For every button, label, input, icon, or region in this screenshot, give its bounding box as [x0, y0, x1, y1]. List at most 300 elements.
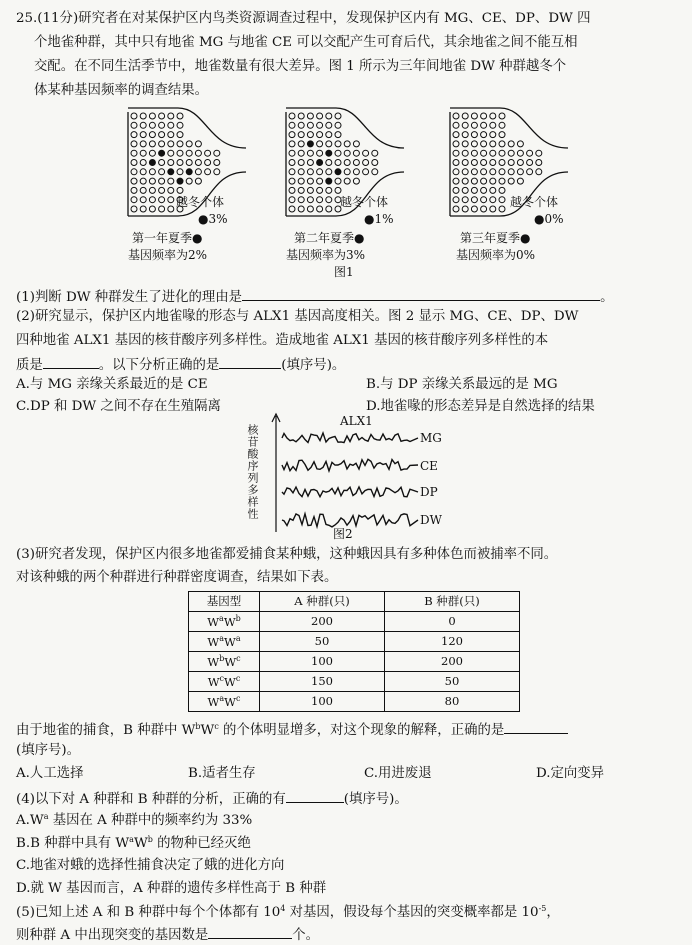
hollow-dot — [471, 197, 477, 203]
hollow-dot — [527, 160, 533, 166]
fig1-panel1-freq: 基因频率为2% — [128, 248, 208, 262]
hollow-dot — [307, 150, 313, 156]
fig1-panel2-winter-label: 越冬个体 — [340, 195, 389, 209]
hollow-dot — [335, 160, 341, 166]
fig2-series-ce: CE — [420, 459, 438, 473]
hollow-dot — [317, 113, 323, 119]
hollow-dot — [453, 169, 459, 175]
hollow-dot — [195, 169, 201, 175]
hollow-dot — [499, 197, 505, 203]
filled-dot — [186, 169, 192, 175]
hollow-dot — [159, 122, 165, 128]
question-stem-line-1: 25.(11分)研究者在对某保护区内鸟类资源调查过程中，发现保护区内有 MG、CE、DP、DW 四 — [16, 11, 591, 26]
hollow-dot — [335, 187, 341, 193]
hollow-dot — [205, 169, 211, 175]
hollow-dot — [149, 141, 155, 147]
part-1-text: (1)判断 DW 种群发生了进化的理由是 — [16, 290, 243, 305]
hollow-dot — [298, 178, 304, 184]
hollow-dot — [298, 113, 304, 119]
hollow-dot — [131, 150, 137, 156]
table-row — [189, 612, 520, 632]
hollow-dot — [353, 178, 359, 184]
hollow-dot — [353, 169, 359, 175]
hollow-dot — [186, 160, 192, 166]
part-3-line-3: 由于地雀的捕食，B 种群中 $W^bW^c$ 的个体明显增多，对这个现象的解释，正确的是 — [16, 721, 568, 737]
question-stem-line-2: 个地雀种群，其中只有地雀 MG 与地雀 CE 可以交配产生可育后代，其余地雀之间不能互相 — [34, 35, 578, 50]
hollow-dot — [462, 187, 468, 193]
hollow-dot — [490, 160, 496, 166]
hollow-dot — [499, 150, 505, 156]
table-cell-b: 200 — [385, 652, 520, 672]
hollow-dot — [140, 150, 146, 156]
hollow-dot — [372, 150, 378, 156]
moth-population-table — [188, 591, 520, 712]
hollow-dot — [499, 206, 505, 212]
line-mg — [282, 433, 418, 443]
hollow-dot — [289, 150, 295, 156]
hollow-dot — [131, 132, 137, 138]
table-header-genotype: 基因型 — [189, 592, 260, 612]
part-2-line-1: (2)研究显示，保护区内地雀喙的形态与 ALX1 基因高度相关。图 2 显示 MG、CE、DP、DW — [16, 309, 579, 324]
fig1-caption: 图1 — [334, 265, 354, 279]
table-cell-b: 0 — [385, 612, 520, 632]
hollow-dot — [177, 132, 183, 138]
hollow-dot — [131, 122, 137, 128]
hollow-dot — [453, 178, 459, 184]
hollow-dot — [499, 122, 505, 128]
hollow-dot — [140, 122, 146, 128]
hollow-dot — [335, 178, 341, 184]
part-3-line-1: (3)研究者发现，保护区内很多地雀都爱捕食某种蛾，这种蛾因具有多种体色而被捕率不同。 — [16, 547, 558, 562]
table-header-row — [189, 592, 520, 612]
hollow-dot — [149, 113, 155, 119]
hollow-dot — [140, 206, 146, 212]
part-5-line-1: (5)已知上述 A 和 B 种群中每个个体都有 $10^4$ 对基因，假设每个基因的突变概率都是 $10^{-5}$， — [16, 904, 560, 920]
part-2-option-b: B.与 DP 亲缘关系最远的是 MG — [366, 377, 558, 392]
hollow-dot — [326, 141, 332, 147]
part-4-answer-blank[interactable] — [286, 790, 344, 803]
hollow-dot — [168, 187, 174, 193]
part-4-option-c: C.地雀对蛾的选择性捕食决定了蛾的进化方向 — [16, 858, 285, 873]
hollow-dot — [536, 169, 542, 175]
hollow-dot — [307, 178, 313, 184]
hollow-dot — [131, 169, 137, 175]
line-dw — [282, 514, 418, 527]
hollow-dot — [471, 122, 477, 128]
hollow-dot — [159, 141, 165, 147]
hollow-dot — [527, 169, 533, 175]
hollow-dot — [186, 141, 192, 147]
line-dp — [282, 487, 418, 497]
part-4-head: (4)以下对 A 种群和 B 种群的分析，正确的有 (填序号)。 — [16, 792, 408, 807]
fig2-caption: 图2 — [333, 527, 353, 541]
hollow-dot — [453, 197, 459, 203]
table-cell-genotype: $W^aW^b$ — [189, 612, 260, 632]
hollow-dot — [453, 132, 459, 138]
fig1-panel3-winter-pct: ●0% — [534, 212, 564, 226]
hollow-dot — [298, 197, 304, 203]
hollow-dot — [344, 169, 350, 175]
hollow-dot — [317, 141, 323, 147]
hollow-dot — [298, 150, 304, 156]
question-stem-line-3: 交配。在不同生活季节中，地雀数量有很大差异。图 1 所示为三年间地雀 DW 种群越冬个 — [34, 59, 567, 74]
hollow-dot — [462, 141, 468, 147]
fig1-panel3-winter-label: 越冬个体 — [510, 195, 559, 209]
hollow-dot — [453, 150, 459, 156]
hollow-dot — [149, 206, 155, 212]
part-3-line-4: (填序号)。 — [16, 743, 81, 758]
hollow-dot — [214, 150, 220, 156]
table-cell-a: 100 — [260, 692, 385, 712]
hollow-dot — [335, 141, 341, 147]
hollow-dot — [298, 141, 304, 147]
part-1-answer-blank[interactable] — [242, 288, 600, 301]
hollow-dot — [168, 113, 174, 119]
hollow-dot — [177, 150, 183, 156]
hollow-dot — [481, 187, 487, 193]
filled-dot — [326, 178, 332, 184]
hollow-dot — [326, 187, 332, 193]
part-3-answer-blank[interactable] — [504, 721, 568, 734]
hollow-dot — [159, 113, 165, 119]
table-cell-genotype: $W^aW^a$ — [189, 632, 260, 652]
hollow-dot — [462, 150, 468, 156]
fig2-series-dp: DP — [420, 485, 438, 499]
hollow-dot — [177, 141, 183, 147]
hollow-dot — [131, 160, 137, 166]
hollow-dot — [536, 160, 542, 166]
hollow-dot — [335, 132, 341, 138]
hollow-dot — [326, 197, 332, 203]
hollow-dot — [140, 197, 146, 203]
hollow-dot — [307, 160, 313, 166]
hollow-dot — [177, 122, 183, 128]
table-cell-a: 100 — [260, 652, 385, 672]
hollow-dot — [471, 187, 477, 193]
fig1-panel3-season: 第三年夏季● — [460, 231, 531, 245]
filled-dot — [326, 150, 332, 156]
filled-dot — [168, 169, 174, 175]
hollow-dot — [490, 169, 496, 175]
hollow-dot — [168, 206, 174, 212]
table-cell-genotype: $W^aW^c$ — [189, 692, 260, 712]
hollow-dot — [131, 206, 137, 212]
hollow-dot — [298, 169, 304, 175]
hollow-dot — [353, 150, 359, 156]
hollow-dot — [159, 197, 165, 203]
hollow-dot — [317, 197, 323, 203]
hollow-dot — [195, 150, 201, 156]
hollow-dot — [471, 178, 477, 184]
hollow-dot — [289, 187, 295, 193]
hollow-dot — [517, 169, 523, 175]
part-2-option-d: D.地雀喙的形态差异是自然选择的结果 — [366, 399, 595, 414]
hollow-dot — [140, 187, 146, 193]
table-row — [189, 672, 520, 692]
hollow-dot — [168, 178, 174, 184]
hollow-dot — [149, 178, 155, 184]
hollow-dot — [499, 178, 505, 184]
hollow-dot — [490, 187, 496, 193]
filled-dot — [159, 150, 165, 156]
fig1-panel3-freq: 基因频率为0% — [456, 248, 536, 262]
hollow-dot — [471, 141, 477, 147]
part-3-option-a: A.人工选择 — [16, 766, 84, 781]
hollow-dot — [307, 122, 313, 128]
y-axis-arrow — [272, 414, 280, 532]
hollow-dot — [289, 113, 295, 119]
hollow-dot — [214, 169, 220, 175]
hollow-dot — [298, 206, 304, 212]
hollow-dot — [159, 206, 165, 212]
hollow-dot — [149, 132, 155, 138]
fig1-panel2-season: 第二年夏季● — [294, 231, 365, 245]
table-cell-genotype: $W^cW^c$ — [189, 672, 260, 692]
hollow-dot — [462, 113, 468, 119]
hollow-dot — [499, 160, 505, 166]
line-ce — [282, 459, 418, 471]
hollow-dot — [317, 150, 323, 156]
table-cell-a: 50 — [260, 632, 385, 652]
filled-dot — [307, 141, 313, 147]
hollow-dot — [453, 113, 459, 119]
hollow-dot — [499, 169, 505, 175]
hollow-dot — [481, 160, 487, 166]
hollow-dot — [344, 160, 350, 166]
hollow-dot — [298, 122, 304, 128]
part-4-option-b: B.B 种群中具有 $W^aW^b$ 的物种已经灭绝 — [16, 835, 251, 851]
hollow-dot — [471, 132, 477, 138]
part-2-line-3a: 质是 — [16, 358, 43, 373]
hollow-dot — [481, 197, 487, 203]
hollow-dot — [214, 160, 220, 166]
hollow-dot — [335, 150, 341, 156]
part-2-blank-2[interactable] — [219, 356, 281, 369]
hollow-dot — [149, 187, 155, 193]
table-row — [189, 652, 520, 672]
part-2-option-a: A.与 MG 亲缘关系最近的是 CE — [16, 377, 208, 392]
part-1-end: 。 — [600, 290, 614, 305]
table-row — [189, 632, 520, 652]
hollow-dot — [168, 132, 174, 138]
hollow-dot — [298, 187, 304, 193]
hollow-dot — [499, 113, 505, 119]
hollow-dot — [159, 187, 165, 193]
hollow-dot — [490, 132, 496, 138]
hollow-dot — [481, 113, 487, 119]
hollow-dot — [140, 141, 146, 147]
hollow-dot — [508, 169, 514, 175]
hollow-dot — [326, 206, 332, 212]
hollow-dot — [453, 141, 459, 147]
hollow-dot — [517, 141, 523, 147]
part-2-line-3b: 。以下分析正确的是 — [98, 358, 220, 373]
filled-dot — [317, 160, 323, 166]
hollow-dot — [159, 178, 165, 184]
hollow-dot — [195, 160, 201, 166]
table-row — [189, 692, 520, 712]
hollow-dot — [159, 169, 165, 175]
part-4-option-d: D.就 W 基因而言，A 种群的遗传多样性高于 B 种群 — [16, 881, 327, 896]
hollow-dot — [289, 197, 295, 203]
hollow-dot — [307, 169, 313, 175]
hollow-dot — [186, 178, 192, 184]
hollow-dot — [490, 178, 496, 184]
hollow-dot — [289, 169, 295, 175]
hollow-dot — [317, 206, 323, 212]
hollow-dot — [168, 141, 174, 147]
hollow-dot — [335, 122, 341, 128]
fig1-panel2-freq: 基因频率为3% — [286, 248, 366, 262]
hollow-dot — [453, 187, 459, 193]
hollow-dot — [140, 178, 146, 184]
hollow-dot — [344, 178, 350, 184]
hollow-dot — [326, 113, 332, 119]
hollow-dot — [481, 178, 487, 184]
hollow-dot — [508, 160, 514, 166]
fig2-title: ALX1 — [340, 414, 373, 428]
hollow-dot — [326, 160, 332, 166]
hollow-dot — [490, 150, 496, 156]
fig2-series-dw: DW — [420, 513, 442, 527]
hollow-dot — [353, 141, 359, 147]
hollow-dot — [481, 169, 487, 175]
hollow-dot — [326, 169, 332, 175]
hollow-dot — [490, 122, 496, 128]
fig1-panel1-winter-pct: ●3% — [198, 212, 228, 226]
hollow-dot — [149, 197, 155, 203]
hollow-dot — [499, 132, 505, 138]
hollow-dot — [517, 178, 523, 184]
hollow-dot — [462, 122, 468, 128]
table-header-b: B 种群(只) — [385, 592, 520, 612]
hollow-dot — [462, 197, 468, 203]
hollow-dot — [168, 160, 174, 166]
hollow-dot — [508, 178, 514, 184]
fig2-series-mg: MG — [420, 431, 442, 445]
hollow-dot — [453, 122, 459, 128]
hollow-dot — [481, 150, 487, 156]
hollow-dot — [205, 160, 211, 166]
hollow-dot — [527, 150, 533, 156]
hollow-dot — [307, 132, 313, 138]
hollow-dot — [490, 197, 496, 203]
question-stem-line-4: 体某种基因频率的调查结果。 — [34, 83, 209, 98]
hollow-dot — [149, 122, 155, 128]
hollow-dot — [149, 169, 155, 175]
hollow-dot — [453, 206, 459, 212]
hollow-dot — [131, 178, 137, 184]
hollow-dot — [140, 113, 146, 119]
part-2-line-3 — [16, 356, 345, 372]
part-5-answer-blank[interactable] — [208, 926, 292, 939]
hollow-dot — [289, 132, 295, 138]
hollow-dot — [168, 122, 174, 128]
hollow-dot — [317, 169, 323, 175]
hollow-dot — [140, 160, 146, 166]
hollow-dot — [289, 160, 295, 166]
part-3-option-b: B.适者生存 — [188, 766, 256, 781]
fig1-panel1-season: 第一年夏季● — [132, 231, 203, 245]
filled-dot — [335, 169, 341, 175]
hollow-dot — [508, 141, 514, 147]
hollow-dot — [317, 178, 323, 184]
part-3-option-c: C.用进废退 — [364, 766, 432, 781]
hollow-dot — [131, 113, 137, 119]
hollow-dot — [508, 150, 514, 156]
table-cell-genotype: $W^bW^c$ — [189, 652, 260, 672]
table-cell-b: 80 — [385, 692, 520, 712]
hollow-dot — [317, 122, 323, 128]
hollow-dot — [481, 206, 487, 212]
hollow-dot — [335, 113, 341, 119]
hollow-dot — [186, 150, 192, 156]
part-2-blank-1[interactable] — [43, 356, 99, 369]
hollow-dot — [307, 206, 313, 212]
hollow-dot — [490, 141, 496, 147]
hollow-dot — [499, 187, 505, 193]
hollow-dot — [481, 132, 487, 138]
hollow-dot — [471, 169, 477, 175]
hollow-dot — [462, 169, 468, 175]
hollow-dot — [372, 160, 378, 166]
hollow-dot — [517, 160, 523, 166]
hollow-dot — [499, 141, 505, 147]
part-5-line-2: 则种群 A 中出现突变的基因数是 个。 — [16, 928, 320, 943]
hollow-dot — [372, 169, 378, 175]
hollow-dot — [363, 169, 369, 175]
part-1 — [16, 288, 613, 304]
part-2-line-2: 四种地雀 ALX1 基因的核苷酸序列多样性。造成地雀 ALX1 基因的核苷酸序列多样性的本 — [16, 333, 549, 348]
hollow-dot — [471, 150, 477, 156]
hollow-dot — [177, 113, 183, 119]
hollow-dot — [298, 160, 304, 166]
hollow-dot — [289, 122, 295, 128]
hollow-dot — [453, 160, 459, 166]
hollow-dot — [471, 113, 477, 119]
hollow-dot — [140, 132, 146, 138]
hollow-dot — [289, 178, 295, 184]
hollow-dot — [471, 206, 477, 212]
hollow-dot — [317, 132, 323, 138]
hollow-dot — [195, 178, 201, 184]
hollow-dot — [205, 150, 211, 156]
hollow-dot — [168, 150, 174, 156]
fig1-panel2-winter-pct: ●1% — [364, 212, 394, 226]
hollow-dot — [131, 187, 137, 193]
part-3-option-d: D.定向变异 — [536, 766, 605, 781]
hollow-dot — [149, 150, 155, 156]
hollow-dot — [490, 206, 496, 212]
hollow-dot — [289, 141, 295, 147]
hollow-dot — [363, 160, 369, 166]
hollow-dot — [353, 160, 359, 166]
table-cell-b: 50 — [385, 672, 520, 692]
hollow-dot — [307, 197, 313, 203]
hollow-dot — [536, 150, 542, 156]
hollow-dot — [481, 122, 487, 128]
hollow-dot — [344, 150, 350, 156]
table-cell-a: 200 — [260, 612, 385, 632]
hollow-dot — [481, 141, 487, 147]
part-3-line-2: 对该种蛾的两个种群进行种群密度调查，结果如下表。 — [16, 570, 338, 585]
hollow-dot — [131, 197, 137, 203]
hollow-dot — [159, 160, 165, 166]
hollow-dot — [159, 132, 165, 138]
hollow-dot — [195, 141, 201, 147]
hollow-dot — [462, 132, 468, 138]
fig1-panel1-winter-label: 越冬个体 — [176, 195, 225, 209]
